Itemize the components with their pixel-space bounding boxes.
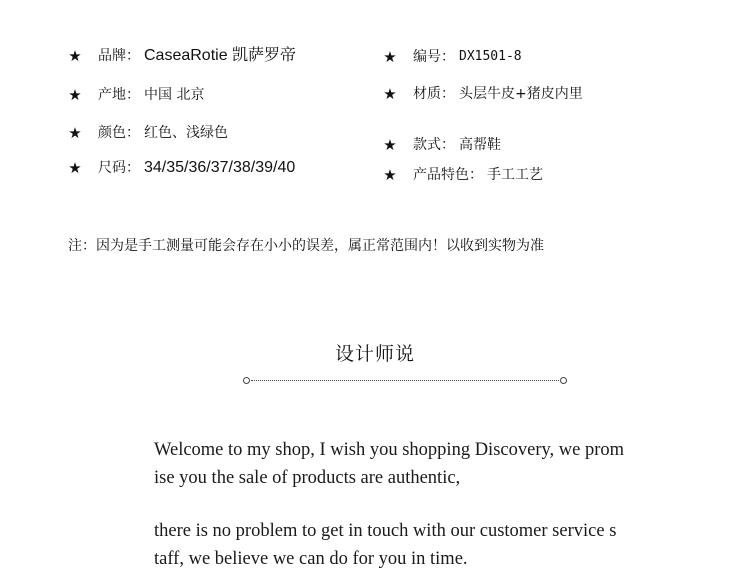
- spec-value: 头层牛皮+猪皮内里: [459, 86, 583, 102]
- designer-section-title: 设计师说: [334, 343, 415, 365]
- star-icon: ★: [68, 124, 82, 142]
- star-icon: ★: [383, 48, 397, 66]
- paragraph-line: taff, we believe we can do for you in time.: [154, 549, 468, 569]
- spec-brand: [66, 46, 296, 66]
- spec-feature: [381, 165, 543, 185]
- divider-dot-icon: [560, 377, 567, 384]
- star-icon: ★: [68, 86, 82, 104]
- paragraph-line: there is no problem to get in touch with our customer service s: [154, 521, 617, 541]
- divider-line: [251, 380, 559, 381]
- divider-dot-icon: [243, 377, 250, 384]
- designer-paragraph-service: [154, 517, 674, 573]
- spec-value: 手工工艺: [487, 167, 543, 183]
- title-divider: [243, 377, 567, 385]
- star-icon: ★: [68, 47, 82, 65]
- spec-color: [66, 123, 228, 143]
- designer-paragraph-welcome: [154, 436, 674, 492]
- spec-label: 尺码：: [98, 160, 140, 176]
- star-icon: ★: [68, 159, 82, 177]
- star-icon: ★: [383, 136, 397, 154]
- spec-code: [381, 47, 522, 67]
- spec-label: 产品特色：: [413, 167, 483, 183]
- spec-size: [66, 158, 295, 178]
- paragraph-line: Welcome to my shop, I wish you shopping Discovery, we prom: [154, 440, 625, 460]
- spec-label: 材质：: [413, 86, 455, 102]
- spec-value: 红色、浅绿色: [144, 125, 228, 141]
- spec-value: 中国 北京: [144, 87, 205, 103]
- spec-label: 产地：: [98, 87, 140, 103]
- star-icon: ★: [383, 85, 397, 103]
- spec-value: 34/35/36/37/38/39/40: [144, 159, 296, 176]
- spec-label: 颜色：: [98, 125, 140, 141]
- paragraph-line: ise you the sale of products are authentic,: [154, 468, 461, 488]
- spec-origin: [66, 85, 204, 105]
- spec-label: 款式：: [413, 137, 455, 153]
- spec-style: [381, 135, 501, 155]
- spec-value: DX1501-8: [459, 49, 522, 64]
- measurement-note: 注：因为是手工测量可能会存在小小的误差，属正常范围内！以收到实物为准: [68, 238, 544, 254]
- spec-value: 高帮鞋: [459, 137, 501, 153]
- spec-label: 品牌：: [98, 48, 140, 64]
- spec-value: CaseaRotie 凯萨罗帝: [144, 47, 297, 64]
- spec-material: [381, 84, 583, 104]
- spec-label: 编号：: [413, 49, 455, 65]
- star-icon: ★: [383, 166, 397, 184]
